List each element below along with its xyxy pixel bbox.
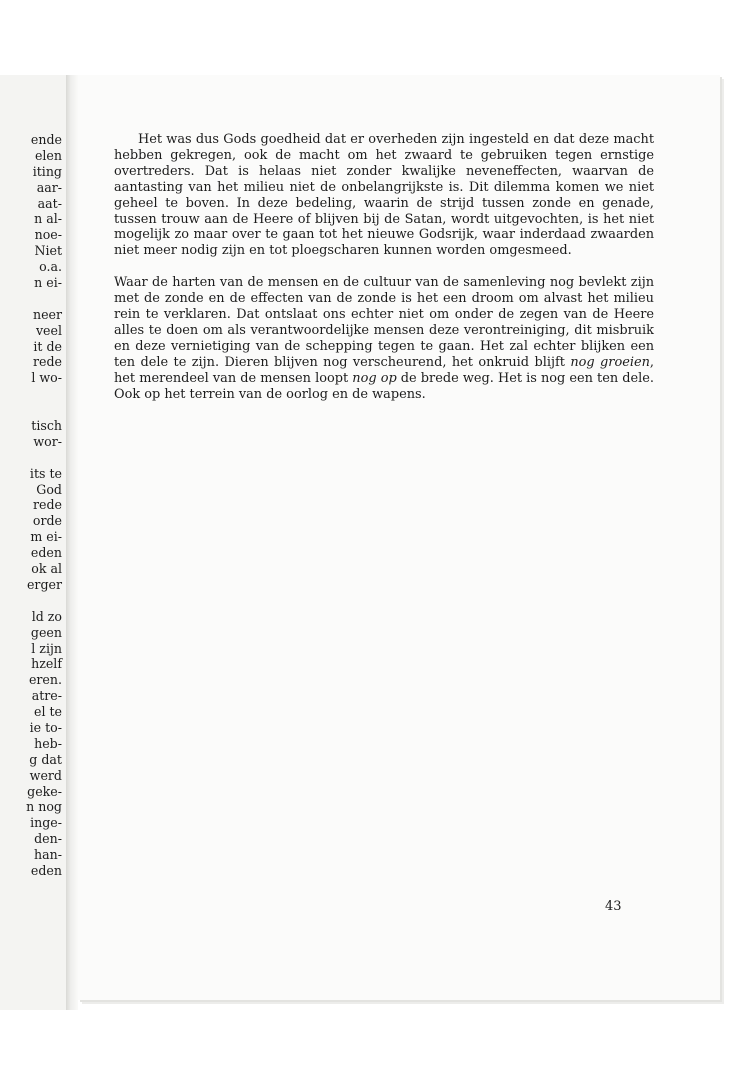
previous-page-line: werd <box>29 767 62 783</box>
previous-page-line: veel <box>35 322 62 338</box>
previous-page-line: eden <box>30 862 62 878</box>
previous-page-line: God <box>36 481 62 497</box>
previous-page-line: den- <box>34 831 62 847</box>
previous-page-line: Niet <box>34 243 62 259</box>
previous-page-fragment <box>0 75 70 1010</box>
previous-page-line: rede <box>33 497 62 513</box>
previous-page-line <box>26 402 62 418</box>
previous-page-line: aat- <box>37 195 62 211</box>
previous-page-line: eren. <box>28 672 62 688</box>
previous-page-line: rede <box>33 354 62 370</box>
previous-page-line: its te <box>29 465 62 481</box>
previous-page-line <box>26 386 62 402</box>
previous-page-line: ende <box>30 132 62 147</box>
book-gutter <box>66 75 78 1010</box>
previous-page-line: n ei- <box>34 275 62 291</box>
paragraph-2-part-3: de brede weg. Het is nog een ten dele. Ook op het terrein van de oorlog en de wapens. <box>114 370 654 402</box>
previous-page-line: el te <box>34 704 62 720</box>
previous-page-line: orde <box>32 513 62 529</box>
previous-page-line: eden <box>30 545 62 561</box>
paragraph-2-italic-1: nog groeien <box>570 354 650 370</box>
previous-page-line: ld zo <box>31 608 62 624</box>
previous-page-line: tisch <box>31 418 62 434</box>
book-page <box>78 75 720 1000</box>
previous-page-line: elen <box>34 147 62 163</box>
paragraph-2-part-1: Waar de harten van de mensen en de cultuur van de samenleving nog bevlekt zijn met de zonde en de effecten van de zonde is het een droom om alvast het milieu rein te verklaren. Dat ontslaat ons echter niet om onder de zegen van de Heere alles te doen om als verantwoordelijke mensen deze verontreiniging, dit misbruik en deze vernietiging van de schepping tegen te gaan. Het zal echter blijken een ten dele te zijn. Dieren blijven nog verscheurend, het onkruid blijft <box>114 275 654 370</box>
previous-page-text <box>26 132 62 879</box>
previous-page-line: wor- <box>33 433 62 449</box>
page-body <box>114 132 654 419</box>
page-number: 43 <box>605 899 622 914</box>
previous-page-line: heb- <box>34 735 62 751</box>
previous-page-line: geen <box>30 624 62 640</box>
paragraph-2-part-2: , het merendeel van de mensen loopt <box>114 354 654 386</box>
previous-page-line: l zijn <box>31 640 62 656</box>
previous-page-line: o.a. <box>39 259 62 275</box>
previous-page-line <box>26 593 62 609</box>
previous-page-line: ie to- <box>29 719 62 735</box>
previous-page-line: erger <box>26 576 62 592</box>
previous-page-line: it de <box>33 338 62 354</box>
previous-page-line: aar- <box>36 179 62 195</box>
previous-page-line <box>26 291 62 307</box>
previous-page-line: l wo- <box>31 370 62 386</box>
previous-page-line <box>26 450 62 466</box>
previous-page-line: neer <box>32 306 62 322</box>
paragraph-2-italic-2: nog op <box>352 370 397 386</box>
previous-page-line: ok al <box>31 561 62 577</box>
previous-page-line: iting <box>32 163 62 179</box>
previous-page-line: inge- <box>30 815 62 831</box>
previous-page-line: m ei- <box>30 529 62 545</box>
paragraph-2 <box>114 275 654 402</box>
previous-page-line: g dat <box>29 751 62 767</box>
previous-page-line: hzelf <box>31 656 62 672</box>
previous-page-line: geke- <box>27 783 62 799</box>
previous-page-line: noe- <box>34 227 62 243</box>
previous-page-line: n nog <box>26 799 62 815</box>
paragraph-1: Het was dus Gods goedheid dat er overheden zijn ingesteld en dat deze macht hebben gekregen, ook de macht om het zwaard te gebruiken tegen ernstige overtreders. Dat is helaas niet zonder kwalijke neveneffecten, waarvan de aantasting van het milieu niet de onbelangrijkste is. Dit dilemma komen we niet geheel te boven. In deze bedeling, waarin de strijd tussen zonde en genade, tussen trouw aan de Heere of blijven bij de Satan, wordt uitgevochten, is het niet mogelijk zo maar over te gaan tot het nieuwe Godsrijk, waar inderdaad zwaarden niet meer nodig zijn en tot ploegscharen kunnen worden omgesmeed. <box>114 132 654 259</box>
previous-page-line: n al- <box>34 211 62 227</box>
previous-page-line: han- <box>34 847 62 863</box>
previous-page-line: atre- <box>31 688 62 704</box>
